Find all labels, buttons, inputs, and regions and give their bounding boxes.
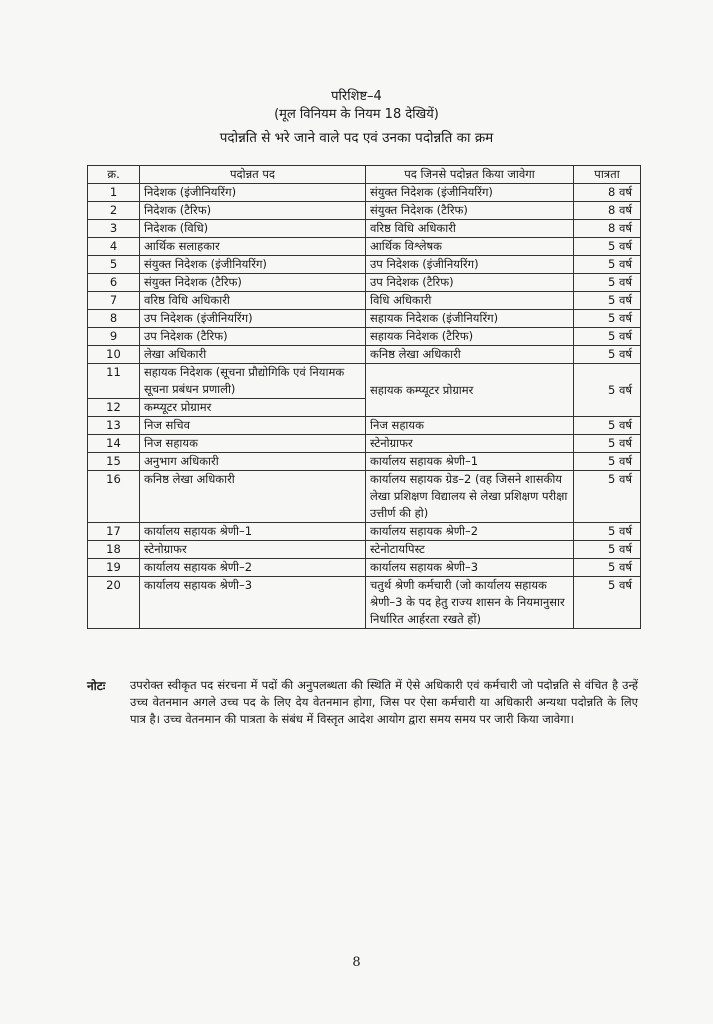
table-row (88, 274, 641, 292)
row-serial: 14 (88, 435, 140, 453)
appendix-subtitle: (मूल विनियम के नियम 18 देखियें) (274, 107, 439, 122)
table-row (88, 256, 641, 274)
row-eligibility: 5 वर्ष (574, 364, 641, 417)
note-text: उपरोक्त स्वीकृत पद संरचना में पदों की अनुपलब्धता की स्थिति में ऐसे अधिकारी एवं कर्मचारी जो पदोन्नति से वंचित है उन्हें उच्च वेतनमान अगले उच्च पद के लिए देय वेतनमान होगा, जिस पर ऐसा कर्मचारी या अधिकारी अन्यथा पदोन्नति के लिए पात्र है। उच्च वेतनमान की पात्रता के संबंध में विस्तृत आदेश आयोग द्वारा समय समय पर जारी किया जावेगा। (130, 678, 638, 726)
row-serial: 4 (88, 238, 140, 256)
row-feeder-post: वरिष्ठ विधि अधिकारी (366, 220, 574, 238)
table-title: पदोन्नति से भरे जाने वाले पद एवं उनका पदोन्नति का क्रम (219, 130, 494, 146)
row-eligibility: 5 वर्ष (574, 435, 641, 453)
row-serial: 12 (88, 399, 140, 417)
table-row (88, 435, 641, 453)
col-header-eligibility: पात्रता (574, 166, 641, 184)
table-row (88, 453, 641, 471)
row-serial: 1 (88, 184, 140, 202)
row-feeder-post: सहायक निदेशक (इंजीनियरिंग) (366, 310, 574, 328)
row-feeder-post: स्टेनोटायपिस्ट (366, 541, 574, 559)
row-promoted-post: संयुक्त निदेशक (टैरिफ) (140, 274, 366, 292)
col-header-promoted-post: पदोन्नत पद (140, 166, 366, 184)
table-row (88, 202, 641, 220)
row-feeder-post: उप निदेशक (इंजीनियरिंग) (366, 256, 574, 274)
row-promoted-post: निज सचिव (140, 417, 366, 435)
appendix-title: परिशिष्ट–4 (331, 89, 382, 104)
row-eligibility: 5 वर्ष (574, 310, 641, 328)
row-feeder-post: संयुक्त निदेशक (इंजीनियरिंग) (366, 184, 574, 202)
row-serial: 16 (88, 471, 140, 523)
row-feeder-post: सहायक कम्प्यूटर प्रोग्रामर (366, 364, 574, 417)
row-eligibility: 5 वर्ष (574, 453, 641, 471)
row-promoted-post: कनिष्ठ लेखा अधिकारी (140, 471, 366, 523)
row-feeder-post: विधि अधिकारी (366, 292, 574, 310)
row-feeder-post: कार्यालय सहायक श्रेणी–1 (366, 453, 574, 471)
row-promoted-post: कार्यालय सहायक श्रेणी–2 (140, 559, 366, 577)
row-promoted-post: संयुक्त निदेशक (इंजीनियरिंग) (140, 256, 366, 274)
row-serial: 20 (88, 577, 140, 629)
row-promoted-post: उप निदेशक (इंजीनियरिंग) (140, 310, 366, 328)
row-eligibility: 5 वर्ष (574, 577, 641, 629)
table-row (88, 292, 641, 310)
row-eligibility: 5 वर्ष (574, 523, 641, 541)
table-row (88, 184, 641, 202)
row-promoted-post: आर्थिक सलाहकार (140, 238, 366, 256)
table-row (88, 220, 641, 238)
row-feeder-post: चतुर्थ श्रेणी कर्मचारी (जो कार्यालय सहायक श्रेणी–3 के पद हेतु राज्य शासन के नियमानुसार निर्धारित आर्हरता रखते हों) (366, 577, 574, 629)
table-header-row (88, 166, 641, 184)
row-eligibility: 8 वर्ष (574, 220, 641, 238)
row-eligibility: 5 वर्ष (574, 256, 641, 274)
row-feeder-post: कार्यालय सहायक श्रेणी–3 (366, 559, 574, 577)
table-row (88, 328, 641, 346)
row-serial: 7 (88, 292, 140, 310)
table-row (88, 559, 641, 577)
row-eligibility: 8 वर्ष (574, 202, 641, 220)
row-serial: 11 (88, 364, 140, 399)
row-eligibility: 5 वर्ष (574, 346, 641, 364)
row-feeder-post: स्टेनोग्राफर (366, 435, 574, 453)
col-header-serial: क्र. (88, 166, 140, 184)
row-promoted-post: कम्प्यूटर प्रोग्रामर (140, 399, 366, 417)
note-label: नोटः (87, 679, 106, 693)
row-promoted-post: निदेशक (इंजीनियरिंग) (140, 184, 366, 202)
row-eligibility: 8 वर्ष (574, 184, 641, 202)
row-feeder-post: कनिष्ठ लेखा अधिकारी (366, 346, 574, 364)
row-serial: 15 (88, 453, 140, 471)
row-serial: 18 (88, 541, 140, 559)
row-feeder-post: कार्यालय सहायक ग्रेड–2 (वह जिसने शासकीय लेखा प्रशिक्षण विद्यालय से लेखा प्रशिक्षण परीक्षा उत्तीर्ण की हो) (366, 471, 574, 523)
table-row (88, 541, 641, 559)
row-eligibility: 5 वर्ष (574, 238, 641, 256)
table-row (88, 346, 641, 364)
row-eligibility: 5 वर्ष (574, 328, 641, 346)
row-serial: 13 (88, 417, 140, 435)
row-promoted-post: सहायक निदेशक (सूचना प्रौद्योगिकि एवं नियामक सूचना प्रबंधन प्रणाली) (140, 364, 366, 399)
row-eligibility: 5 वर्ष (574, 417, 641, 435)
row-serial: 17 (88, 523, 140, 541)
row-serial: 8 (88, 310, 140, 328)
row-promoted-post: निदेशक (टैरिफ) (140, 202, 366, 220)
row-eligibility: 5 वर्ष (574, 274, 641, 292)
table-row (88, 238, 641, 256)
table-row (88, 471, 641, 523)
row-serial: 5 (88, 256, 140, 274)
row-promoted-post: कार्यालय सहायक श्रेणी–3 (140, 577, 366, 629)
promotion-table (87, 165, 641, 629)
table-row (88, 364, 641, 399)
row-serial: 3 (88, 220, 140, 238)
row-promoted-post: अनुभाग अधिकारी (140, 453, 366, 471)
row-feeder-post: आर्थिक विश्लेषक (366, 238, 574, 256)
row-eligibility: 5 वर्ष (574, 559, 641, 577)
row-serial: 10 (88, 346, 140, 364)
row-eligibility: 5 वर्ष (574, 541, 641, 559)
row-serial: 2 (88, 202, 140, 220)
row-promoted-post: कार्यालय सहायक श्रेणी–1 (140, 523, 366, 541)
row-serial: 6 (88, 274, 140, 292)
table-row (88, 523, 641, 541)
table-row (88, 417, 641, 435)
table-row (88, 310, 641, 328)
row-feeder-post: संयुक्त निदेशक (टैरिफ) (366, 202, 574, 220)
row-serial: 19 (88, 559, 140, 577)
row-feeder-post: सहायक निदेशक (टैरिफ) (366, 328, 574, 346)
col-header-feeder-post: पद जिनसे पदोन्नत किया जावेगा (366, 166, 574, 184)
row-promoted-post: निदेशक (विधि) (140, 220, 366, 238)
row-feeder-post: कार्यालय सहायक श्रेणी–2 (366, 523, 574, 541)
row-promoted-post: निज सहायक (140, 435, 366, 453)
row-serial: 9 (88, 328, 140, 346)
row-feeder-post: निज सहायक (366, 417, 574, 435)
row-promoted-post: उप निदेशक (टैरिफ) (140, 328, 366, 346)
row-eligibility: 5 वर्ष (574, 471, 641, 523)
table-row (88, 577, 641, 629)
row-promoted-post: लेखा अधिकारी (140, 346, 366, 364)
row-feeder-post: उप निदेशक (टैरिफ) (366, 274, 574, 292)
row-eligibility: 5 वर्ष (574, 292, 641, 310)
row-promoted-post: स्टेनोग्राफर (140, 541, 366, 559)
row-promoted-post: वरिष्ठ विधि अधिकारी (140, 292, 366, 310)
page-number: 8 (352, 955, 361, 970)
